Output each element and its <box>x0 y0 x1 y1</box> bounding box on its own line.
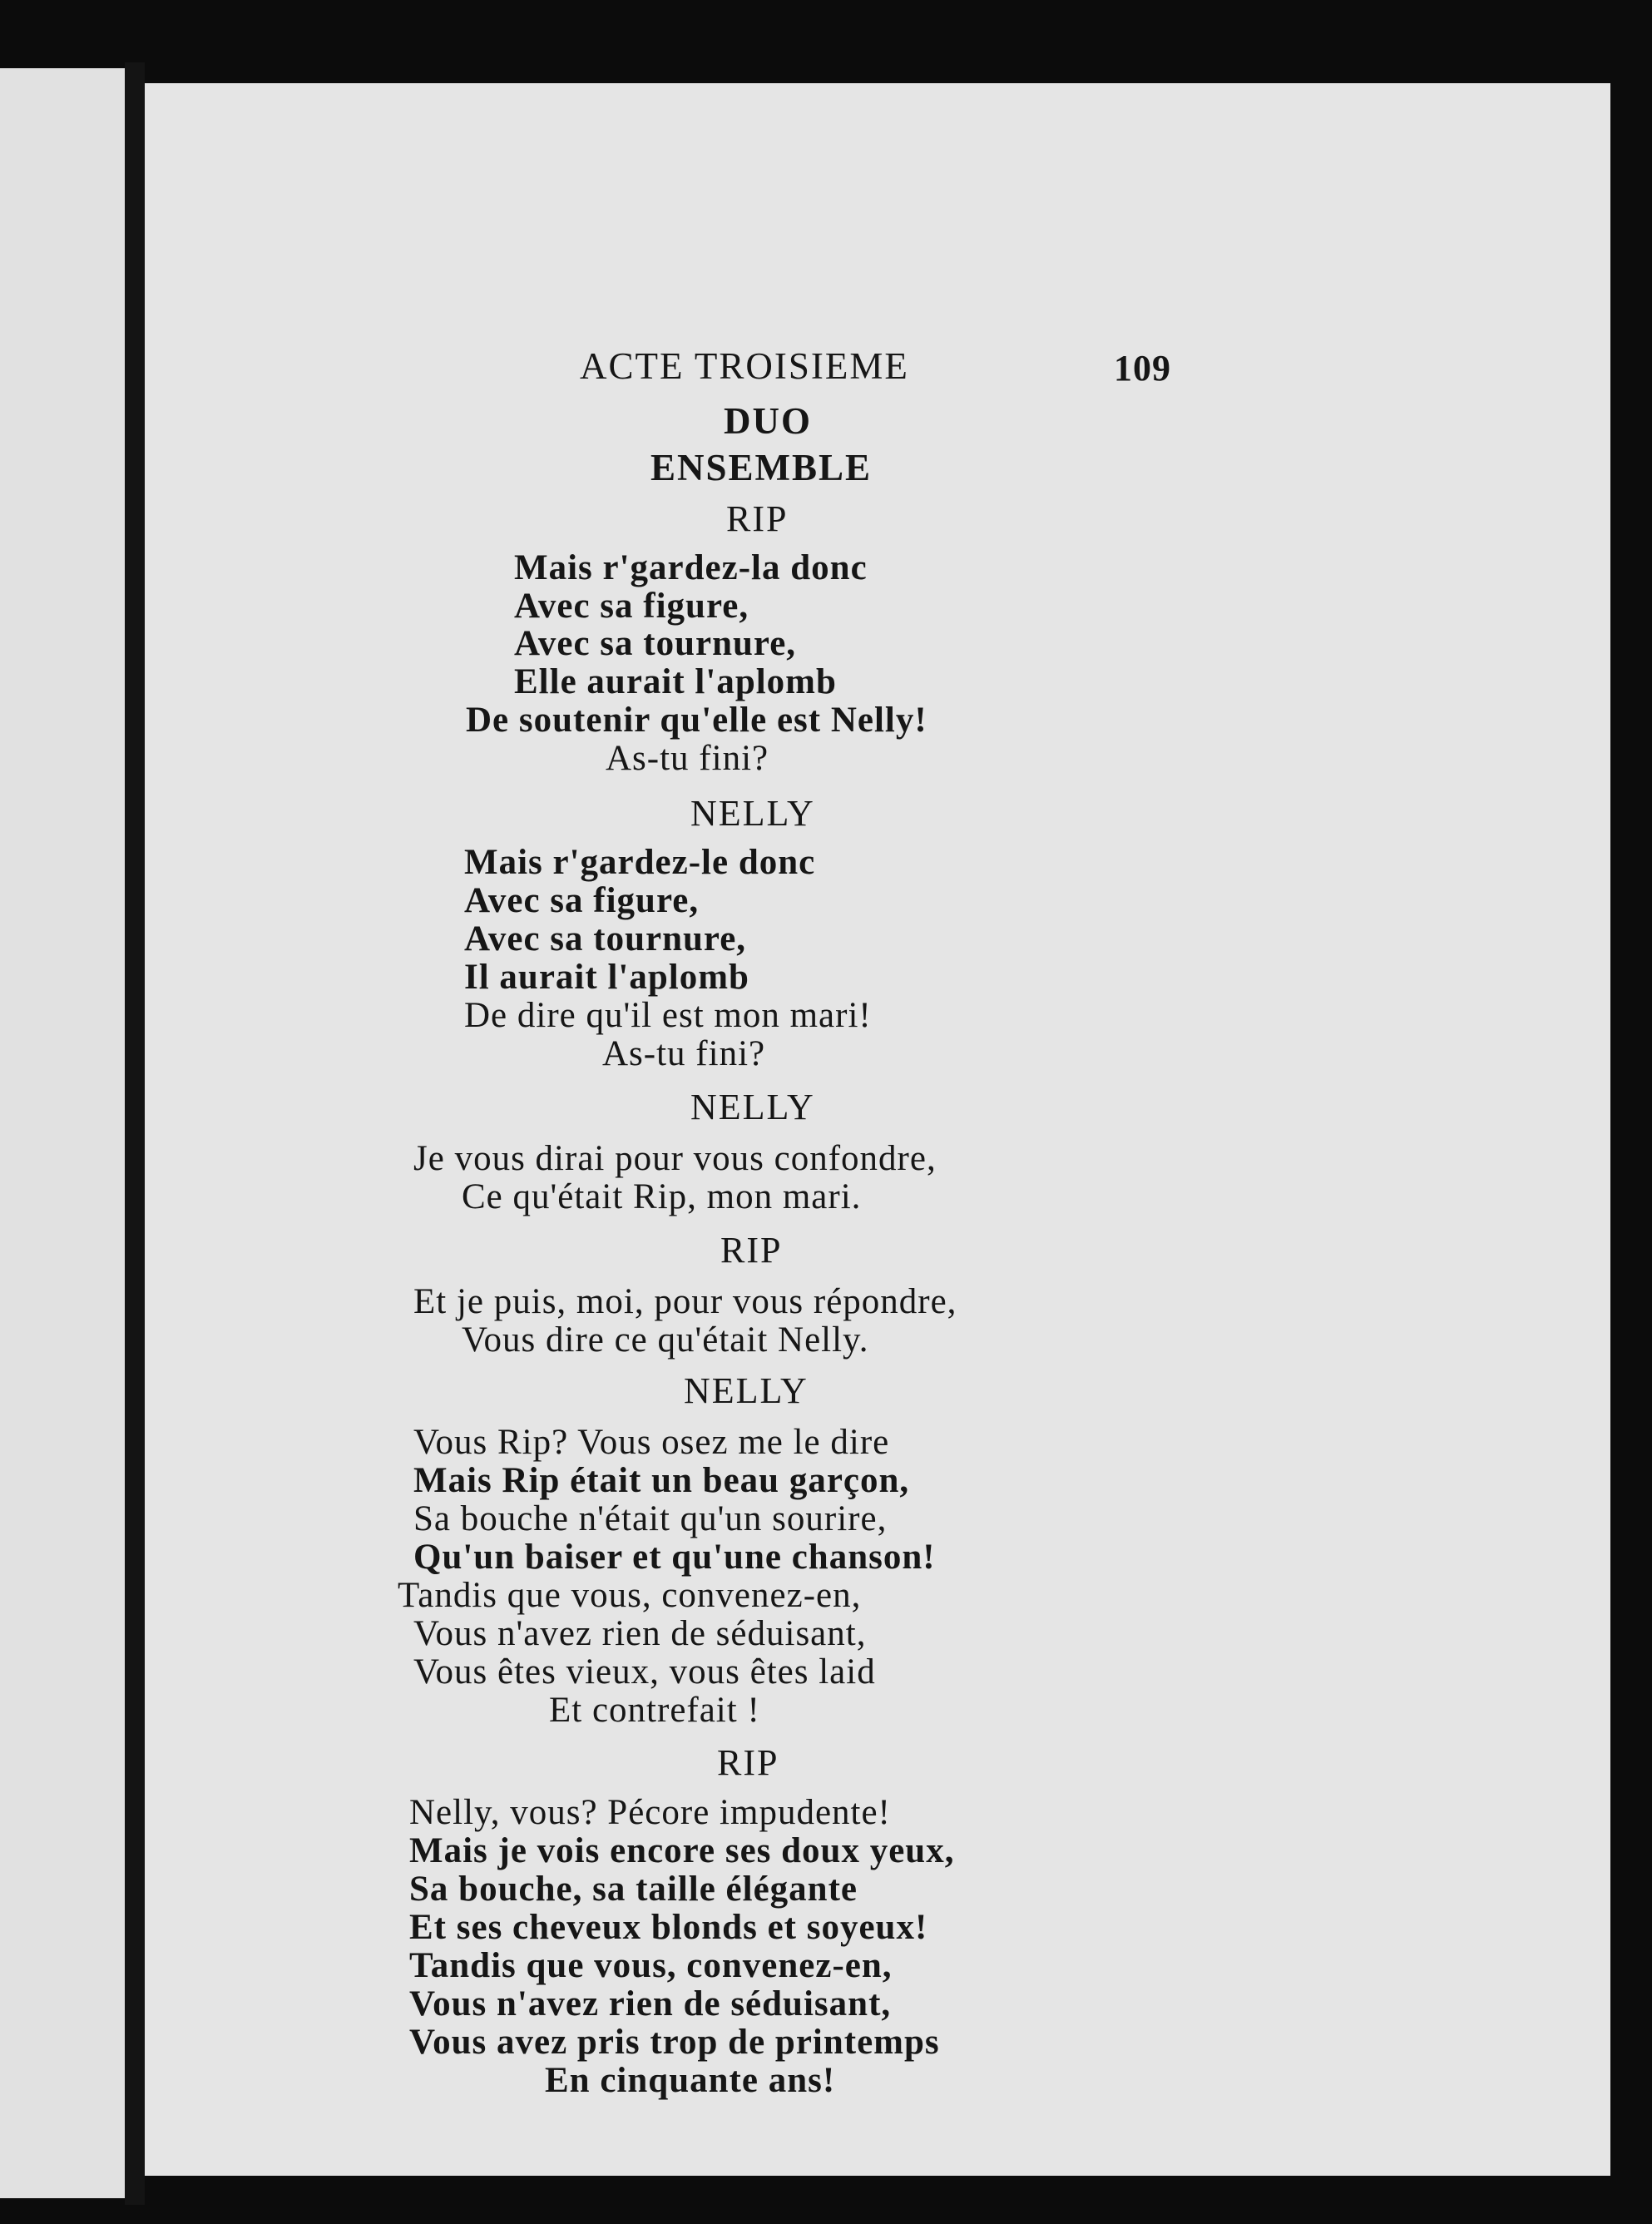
verse-line: Mais r'gardez-la donc <box>514 548 868 587</box>
verse-line: Qu'un baiser et qu'une chanson! <box>413 1538 936 1577</box>
verse-line: Vous Rip? Vous osez me le dire <box>413 1423 890 1462</box>
verse-line: Ce qu'était Rip, mon mari. <box>462 1177 862 1216</box>
verse-line: Mais r'gardez-le donc <box>464 843 816 882</box>
verse-line: As-tu fini? <box>602 1034 766 1073</box>
speaker-name: NELLY <box>690 793 815 834</box>
verse-line: Il aurait l'aplomb <box>464 958 749 997</box>
verse-line: As-tu fini? <box>606 739 769 778</box>
verse-line: Je vous dirai pour vous confondre, <box>413 1139 937 1178</box>
running-title: ACTE TROISIEME <box>580 345 909 387</box>
verse-line: De dire qu'il est mon mari! <box>464 996 872 1035</box>
speaker-name: NELLY <box>684 1370 809 1411</box>
verse-line: Sa bouche, sa taille élégante <box>409 1870 858 1909</box>
book-spine <box>125 62 145 2205</box>
verse-line: Tandis que vous, convenez-en, <box>398 1576 862 1615</box>
verse-line: Et ses cheveux blonds et soyeux! <box>409 1908 928 1947</box>
section-title-duo: DUO <box>724 400 812 442</box>
verse-line: Avec sa tournure, <box>464 919 747 958</box>
speaker-name: NELLY <box>690 1087 815 1127</box>
verse-line: Vous êtes vieux, vous êtes laid <box>413 1652 876 1692</box>
verse-line: Tandis que vous, convenez-en, <box>409 1946 893 1985</box>
verse-line: Avec sa figure, <box>514 587 749 626</box>
verse-line: Mais Rip était un beau garçon, <box>413 1461 910 1500</box>
facing-page-edge <box>0 68 133 2198</box>
section-title-ensemble: ENSEMBLE <box>650 447 873 488</box>
verse-line: Vous dire ce qu'était Nelly. <box>462 1320 869 1360</box>
verse-line: Vous avez pris trop de printemps <box>409 2023 940 2062</box>
page-number: 109 <box>1114 348 1171 389</box>
verse-line: Vous n'avez rien de séduisant, <box>409 1984 892 2023</box>
verse-line: Avec sa figure, <box>464 881 700 920</box>
verse-line: Vous n'avez rien de séduisant, <box>413 1614 867 1653</box>
verse-line: De soutenir qu'elle est Nelly! <box>466 701 927 740</box>
verse-line: Et contrefait ! <box>549 1691 760 1730</box>
verse-line: Mais je vois encore ses doux yeux, <box>409 1831 955 1870</box>
verse-line: Et je puis, moi, pour vous répondre, <box>413 1282 957 1321</box>
verse-line: Nelly, vous? Pécore impudente! <box>409 1793 891 1832</box>
speaker-name: RIP <box>717 1742 779 1783</box>
verse-line: En cinquante ans! <box>545 2061 836 2100</box>
speaker-name: RIP <box>726 498 789 539</box>
verse-line: Elle aurait l'aplomb <box>514 662 837 701</box>
verse-line: Avec sa tournure, <box>514 624 797 663</box>
speaker-name: RIP <box>720 1230 783 1271</box>
verse-line: Sa bouche n'était qu'un sourire, <box>413 1499 888 1538</box>
